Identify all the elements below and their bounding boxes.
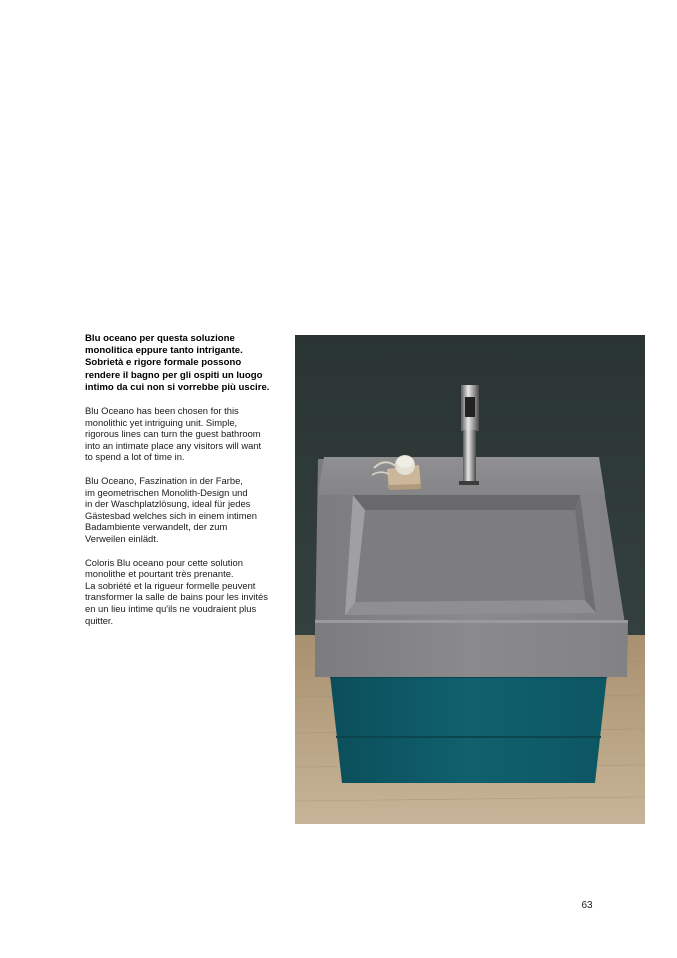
page-number: 63 [581, 900, 593, 911]
french-text: Coloris Blu oceano pour cette solution monolithe et pourtant très prenante. La sobriété et la rigueur formelle peuvent transformer la salle de bains pour les invités en un lieu intime qu'ils ne voudraient plus quitter. [85, 556, 268, 626]
description-column [85, 333, 285, 638]
grey-basin [315, 457, 628, 677]
washbasin-photo [295, 335, 645, 824]
teal-cabinet [330, 672, 607, 783]
english-text: Blu Oceano has been chosen for this monolithic yet intriguing unit. Simple, rigorous lines can turn the guest bathroom into an intimate place any visitors will want to spend a lot of time in. [85, 405, 262, 463]
german-text: Blu Oceano, Faszination in der Farbe, im geometrischen Monolith-Design und in der Waschplatzlösung, ideal für jedes Gästesbad welches sich in einem intimen Badambiente verwandelt, der zum Verweilen einlädt. [85, 474, 257, 544]
italian-intro: Blu oceano per questa soluzione monolitica eppure tanto intrigante. Sobrietà e rigore formale possono rendere il bagno per gli ospiti un luogo intimo da cui non si vorrebbe più uscire. [85, 333, 270, 393]
